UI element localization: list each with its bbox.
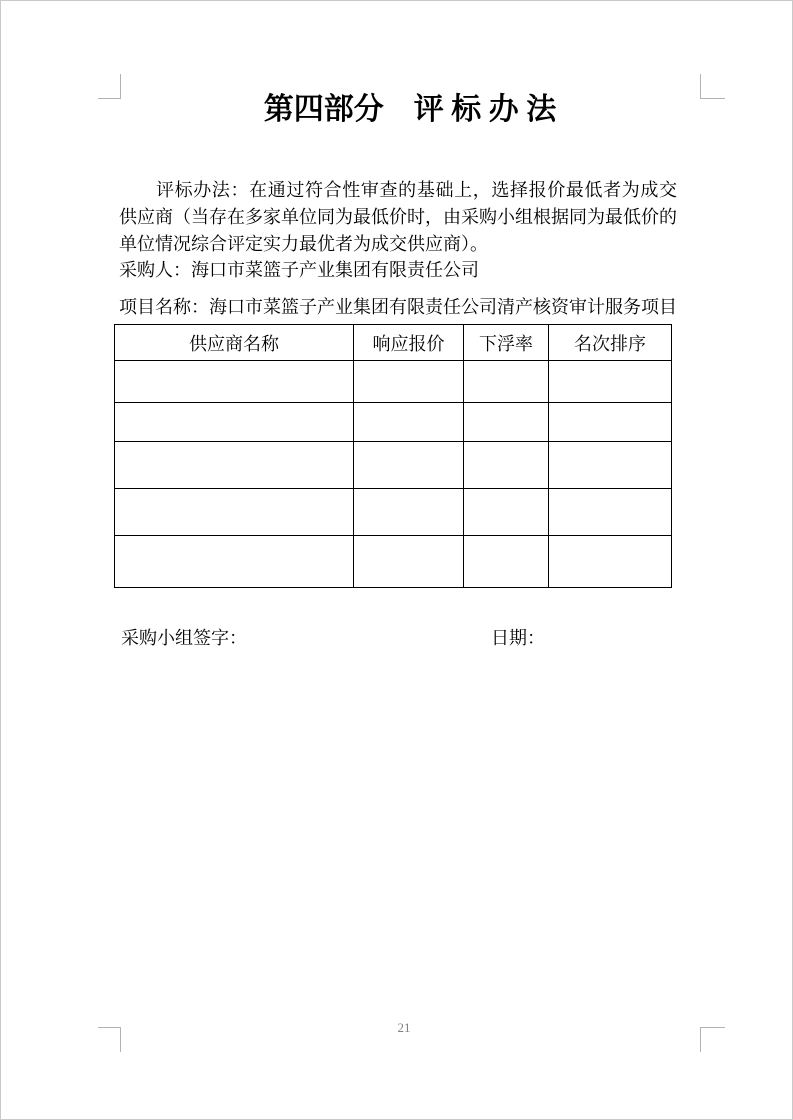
table-cell (115, 442, 354, 489)
table-cell (464, 361, 549, 403)
page-title: 第四部分 评 标 办 法 (263, 93, 557, 126)
table-cell (354, 536, 464, 588)
table-row (115, 403, 672, 442)
table-cell (115, 536, 354, 588)
table-cell (464, 442, 549, 489)
table-cell (115, 489, 354, 536)
table-row (115, 361, 672, 403)
purchaser-line: 采购人：海口市菜篮子产业集团有限责任公司 (119, 260, 479, 280)
table-row (115, 489, 672, 536)
signature-label: 采购小组签字： (121, 628, 247, 648)
crop-mark-bottom-right-icon (700, 1027, 725, 1052)
table-row (115, 536, 672, 588)
column-header-ranking: 名次排序 (549, 325, 672, 361)
signature-row (1, 625, 793, 652)
column-header-response-quote: 响应报价 (354, 325, 464, 361)
table-cell (464, 489, 549, 536)
page-number: 21 (397, 1020, 411, 1035)
table-row (115, 442, 672, 489)
table-cell (549, 403, 672, 442)
crop-mark-bottom-left-icon (98, 1027, 121, 1052)
evaluation-method-paragraph: 评标办法：在通过符合性审查的基础上，选择报价最低者为成交供应商（当存在多家单位同为最低价时，由采购小组根据同为最低价的单位情况综合评定实力最优者为成交供应商）。 (119, 180, 677, 254)
column-header-supplier-name: 供应商名称 (115, 325, 354, 361)
table-header-row (115, 325, 672, 361)
crop-mark-top-right-icon (700, 74, 725, 99)
project-name-line: 项目名称：海口市菜篮子产业集团有限责任公司清产核资审计服务项目 (119, 297, 677, 317)
crop-mark-top-left-icon (98, 74, 121, 99)
table-cell (549, 536, 672, 588)
quotation-table-body (115, 361, 672, 588)
table-cell (115, 403, 354, 442)
table-cell (354, 489, 464, 536)
table-cell (549, 489, 672, 536)
column-header-discount-rate: 下浮率 (464, 325, 549, 361)
table-cell (464, 403, 549, 442)
date-label: 日期： (491, 628, 545, 648)
table-cell (354, 442, 464, 489)
table-cell (354, 361, 464, 403)
table-cell (115, 361, 354, 403)
table-cell (549, 442, 672, 489)
table-cell (549, 361, 672, 403)
quotation-table (114, 324, 672, 588)
table-cell (464, 536, 549, 588)
table-cell (354, 403, 464, 442)
